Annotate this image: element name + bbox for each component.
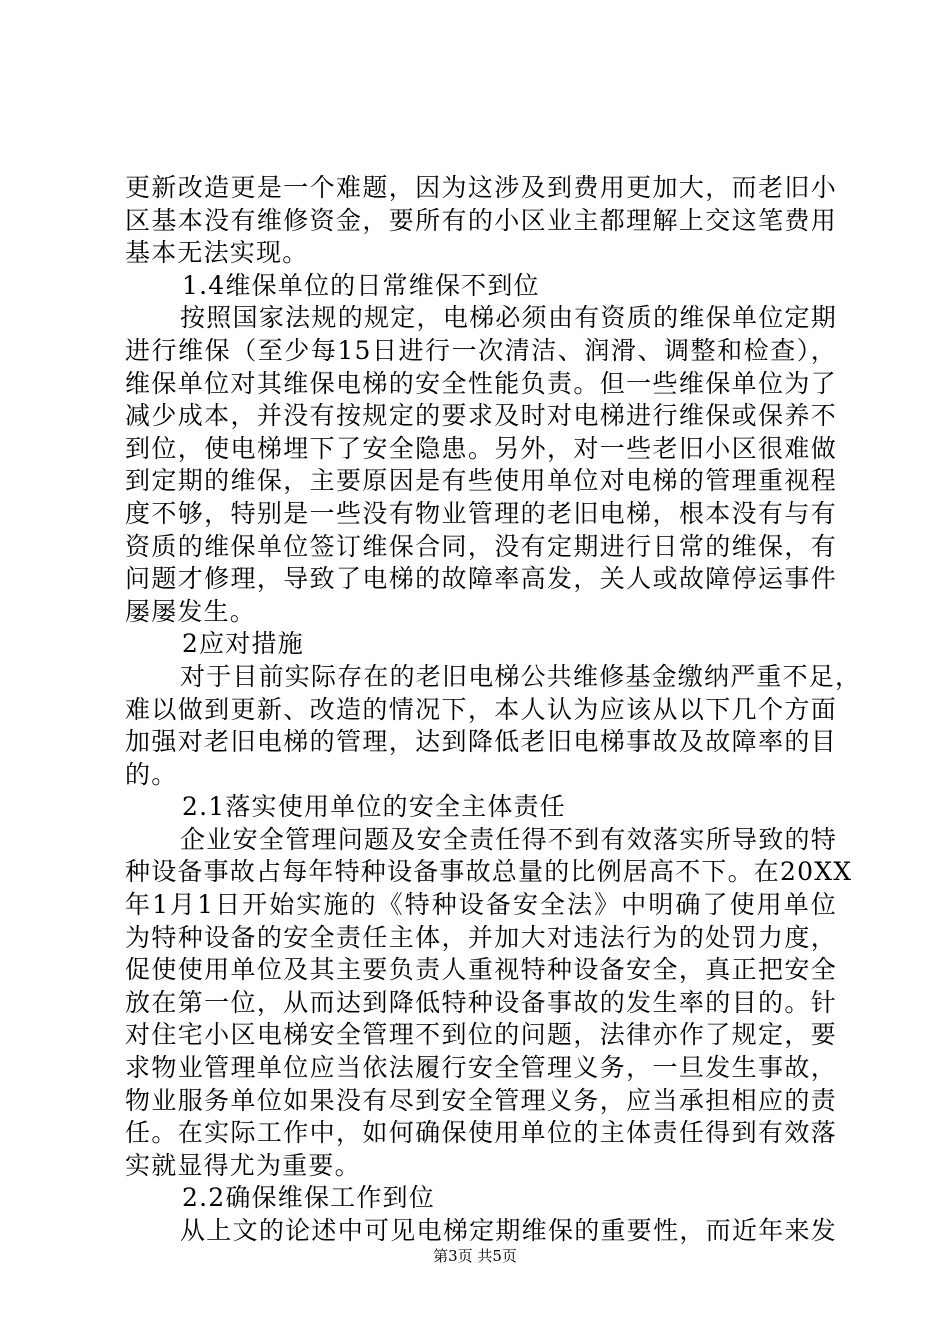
text-line: 任。在实际工作中，如何确保使用单位的主体责任得到有效落 xyxy=(125,1118,837,1148)
text-line: 实就显得尤为重要。 xyxy=(125,1150,361,1180)
text-line: 到定期的维保，主要原因是有些使用单位对电梯的管理重视程 xyxy=(125,466,837,496)
section-heading: 2.1落实使用单位的安全主体责任 xyxy=(182,792,566,822)
text-line: 从上文的论述中可见电梯定期维保的重要性，而近年来发 xyxy=(180,1216,837,1245)
section-heading: 2.2确保维保工作到位 xyxy=(182,1183,435,1213)
text-line: 促使使用单位及其主要负责人重视特种设备安全，真正把安全 xyxy=(125,955,837,985)
text-line: 的。 xyxy=(125,759,178,789)
text-line: 为特种设备的安全责任主体，并加大对违法行为的处罚力度， xyxy=(125,922,837,952)
text-line: 企业安全管理问题及安全责任得不到有效落实所导致的特 xyxy=(180,824,837,854)
text-line: 对住宅小区电梯安全管理不到位的问题，法律亦作了规定，要 xyxy=(125,1020,837,1050)
text-line: 屡屡发生。 xyxy=(125,596,257,626)
text-line: 放在第一位，从而达到降低特种设备事故的发生率的目的。针 xyxy=(125,987,837,1017)
text-line: 加强对老旧电梯的管理，达到降低老旧电梯事故及故障率的目 xyxy=(125,727,837,757)
text-line: 度不够，特别是一些没有物业管理的老旧电梯，根本没有与有 xyxy=(125,498,837,528)
text-line: 资质的维保单位签订维保合同，没有定期进行日常的维保，有 xyxy=(125,531,837,561)
text-line: 区基本没有维修资金，要所有的小区业主都理解上交这笔费用 xyxy=(125,205,837,235)
text-line: 物业服务单位如果没有尽到安全管理义务，应当承担相应的责 xyxy=(125,1085,837,1115)
text-line: 按照国家法规的规定，电梯必须由有资质的维保单位定期 xyxy=(180,303,837,333)
text-line: 进行维保（至少每15日进行一次清洁、润滑、调整和检查）， xyxy=(125,335,837,365)
text-line: 到位，使电梯埋下了安全隐患。另外，对一些老旧小区很难做 xyxy=(125,433,837,463)
text-line: 种设备事故占每年特种设备事故总量的比例居高不下。在20XX xyxy=(125,857,853,887)
text-line: 求物业管理单位应当依法履行安全管理义务，一旦发生事故， xyxy=(125,1053,837,1083)
text-line: 难以做到更新、改造的情况下，本人认为应该从以下几个方面 xyxy=(125,694,837,724)
section-heading: 1.4维保单位的日常维保不到位 xyxy=(182,270,540,300)
text-line: 更新改造更是一个难题，因为这涉及到费用更加大，而老旧小 xyxy=(125,173,837,202)
document-body xyxy=(125,172,862,1248)
text-line: 维保单位对其维保电梯的安全性能负责。但一些维保单位为了 xyxy=(125,368,837,398)
text-line: 基本无法实现。 xyxy=(125,238,309,268)
page-footer: 第3页 共5页 xyxy=(433,1247,517,1265)
section-heading: 2应对措施 xyxy=(182,629,304,659)
text-line: 问题才修理，导致了电梯的故障率高发，关人或故障停运事件 xyxy=(125,564,837,594)
text-line: 年1月1日开始实施的《特种设备安全法》中明确了使用单位 xyxy=(125,890,837,920)
text-line: 减少成本，并没有按规定的要求及时对电梯进行维保或保养不 xyxy=(125,401,837,431)
text-line: 对于目前实际存在的老旧电梯公共维修基金缴纳严重不足， xyxy=(180,661,862,691)
